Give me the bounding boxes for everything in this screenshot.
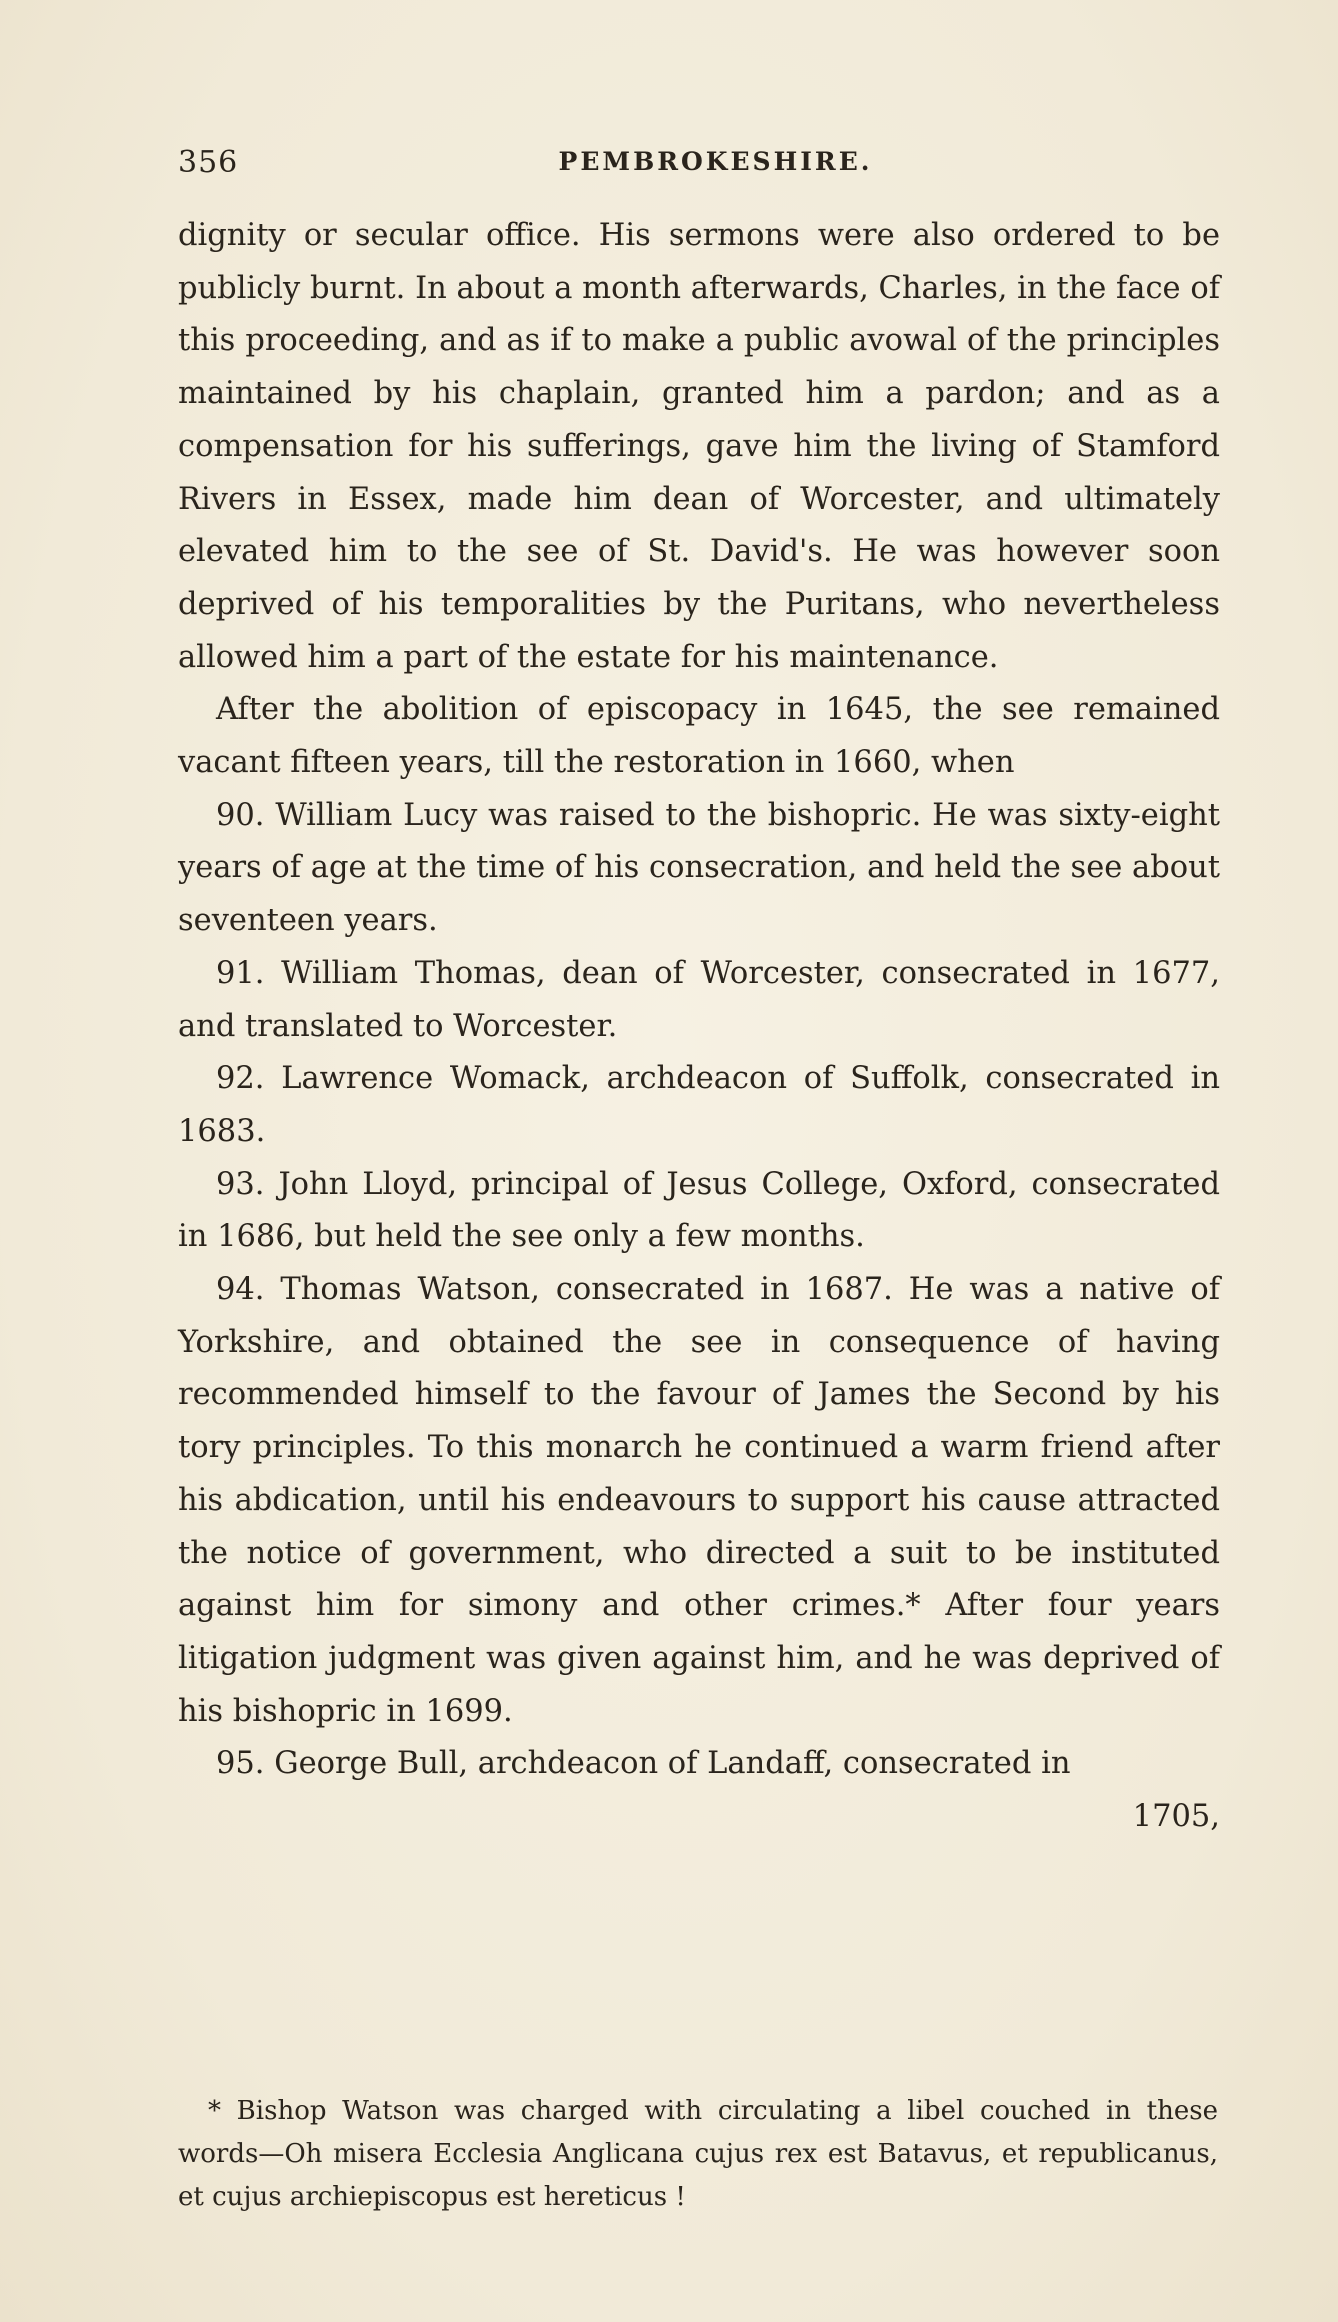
running-head: PEMBROKESHIRE. bbox=[558, 147, 873, 176]
page-number: 356 bbox=[178, 145, 239, 180]
list-item: 94. Thomas Watson, consecrated in 1687. He was a native of Yorkshire, and obtained the see in consequence of having recommended himself to the favour of James the Second by his tory principles. To this monarch he continued a warm friend after his abdication, until his endeavours to support his cause attracted the notice of government, who directed a suit to be instituted against him for simony and other crimes.* After four years litigation judgment was given against him, and he was deprived of his bishopric in 1699. bbox=[178, 1272, 1220, 1729]
list-item: 91. William Thomas, dean of Worcester, consecrated in 1677, and translated to Worcester. bbox=[178, 955, 1220, 1044]
page-header bbox=[178, 145, 1253, 185]
body-text bbox=[178, 210, 1220, 1844]
list-item: 90. William Lucy was raised to the bishopric. He was sixty-eight years of age at the time of his consecration, and held the see about seventeen years. bbox=[178, 797, 1220, 939]
footnote: * Bishop Watson was charged with circulating a libel couched in these words—Oh misera Ecclesia Anglicana cujus rex est Batavus, et republicanus, et cujus archiepiscopus est hereticus ! bbox=[178, 2096, 1218, 2212]
catchword: 1705, bbox=[1132, 1799, 1220, 1835]
list-item: 92. Lawrence Womack, archdeacon of Suffolk, consecrated in 1683. bbox=[178, 1061, 1220, 1149]
list-item: 93. John Lloyd, principal of Jesus College, Oxford, consecrated in 1686, but held the see only a few months. bbox=[178, 1166, 1220, 1255]
list-item: 95. George Bull, archdeacon of Landaff, consecrated in bbox=[216, 1746, 1071, 1782]
paragraph: dignity or secular office. His sermons were also ordered to be publicly burnt. In about a month afterwards, Charles, in the face of this proceeding, and as if to make a public avowal of the principles maintained by his chaplain, granted him a pardon; and as a compensation for his sufferings, gave him the living of Stamford Rivers in Essex, made him dean of Worcester, and ultimately elevated him to the see of St. David's. He was however soon deprived of his temporalities by the Puritans, who nevertheless allowed him a part of the estate for his maintenance. bbox=[178, 218, 1220, 675]
paragraph: After the abolition of episcopacy in 1645, the see remained vacant fifteen years, till the restoration in 1660, when bbox=[178, 692, 1220, 781]
